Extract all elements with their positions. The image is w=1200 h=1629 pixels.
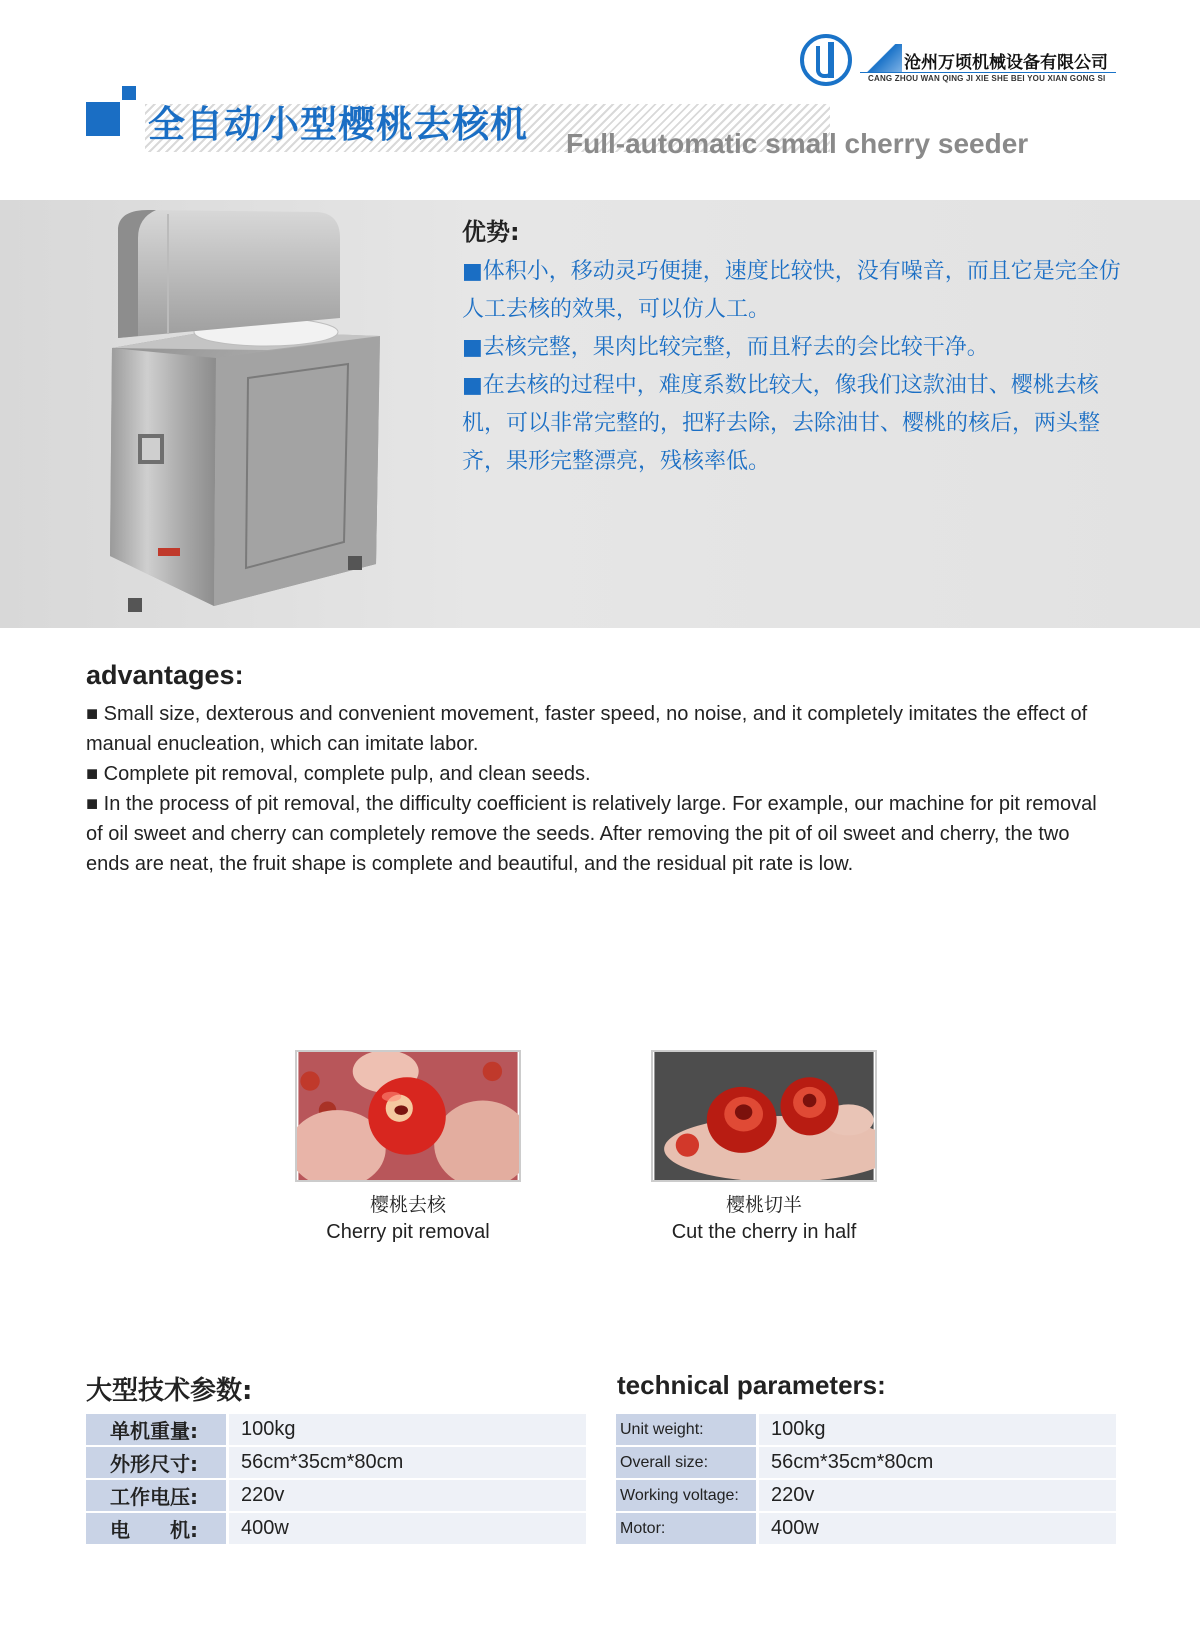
advantage-en-item: ■ In the process of pit removal, the difficulty coefficient is relatively large. For example, our machine for pit removal of oil sweet and cherry can completely remove the seeds. After removing the pit of oil sweet and cherry, the two ends are neat, the fruit shape is complete and beautiful, and the residual pit rate is low. (86, 793, 1097, 875)
param-value: 400w (759, 1513, 1116, 1544)
page-title-en: Full-automatic small cherry seeder (566, 128, 1029, 159)
param-value: 100kg (229, 1414, 586, 1445)
page-title-cn: 全自动小型樱桃去核机 (148, 103, 528, 146)
advantages-cn-heading: 优势: (462, 218, 520, 246)
advantages-en-list (86, 699, 1116, 879)
param-key: 外形尺寸: (86, 1447, 226, 1478)
params-row (86, 1513, 586, 1544)
advantages-en (86, 660, 1116, 879)
params-row (86, 1480, 586, 1511)
params-row (616, 1414, 1116, 1445)
params-en-heading: technical parameters: (617, 1370, 886, 1400)
advantage-cn-item: ■去核完整，果肉比较完整，而且籽去的会比较干净。 (462, 335, 989, 360)
param-key: 电 机: (86, 1513, 226, 1544)
params-row (616, 1480, 1116, 1511)
company-name-en: CANG ZHOU WAN QING JI XIE SHE BEI YOU XIAN GONG SI (868, 74, 1106, 83)
param-value: 100kg (759, 1414, 1116, 1445)
advantage-en-item: ■ Small size, dexterous and convenient movement, faster speed, no noise, and it completely imitates the effect of manual enucleation, which can imitate labor. (86, 703, 1088, 755)
company-logo (800, 34, 1120, 90)
advantage-en-item: ■ Complete pit removal, complete pulp, and clean seeds. (86, 763, 591, 785)
advantages-cn (462, 212, 1122, 481)
param-key: Overall size: (616, 1447, 756, 1478)
advantages-en-heading: advantages: (86, 660, 244, 690)
advantages-cn-list (462, 253, 1122, 481)
cherry-seeder-machine-image (108, 208, 408, 622)
company-logo-icon (800, 34, 852, 86)
photo-caption-en: Cut the cherry in half (671, 1221, 857, 1243)
advantage-cn-item: ■在去核的过程中，难度系数比较大，像我们这款油甘、樱桃去核机，可以非常完整的，把籽去除，去除油甘、樱桃的核后，两头整齐，果形完整漂亮，残核率低。 (462, 373, 1101, 474)
photo-caption-en: Cherry pit removal (326, 1221, 490, 1243)
param-value: 220v (229, 1480, 586, 1511)
title-small-square-decoration (122, 86, 136, 100)
param-key: 工作电压: (86, 1480, 226, 1511)
param-value: 56cm*35cm*80cm (759, 1447, 1116, 1478)
param-key: Working voltage: (616, 1480, 756, 1511)
photo-caption (258, 1190, 558, 1244)
cherry-cut-half-photo (651, 1050, 877, 1182)
photo-caption-cn: 樱桃切半 (725, 1194, 802, 1216)
company-name-cn: 沧州万顷机械设备有限公司 (904, 53, 1108, 73)
param-value: 220v (759, 1480, 1116, 1511)
param-value: 56cm*35cm*80cm (229, 1447, 586, 1478)
advantage-cn-item: ■体积小，移动灵巧便捷，速度比较快，没有噪音，而且它是完全仿人工去核的效果，可以仿人工。 (462, 259, 1121, 322)
params-cn-heading: 大型技术参数: (86, 1376, 253, 1406)
params-cn-table (86, 1414, 586, 1546)
params-row (616, 1447, 1116, 1478)
param-key: Unit weight: (616, 1414, 756, 1445)
param-key: Motor: (616, 1513, 756, 1544)
logo-wing-decoration (862, 44, 902, 72)
params-row (616, 1513, 1116, 1544)
photo-caption-cn: 樱桃去核 (369, 1194, 446, 1216)
params-row (86, 1447, 586, 1478)
params-row (86, 1414, 586, 1445)
param-value: 400w (229, 1513, 586, 1544)
photo-caption (614, 1190, 914, 1244)
param-key: 单机重量: (86, 1414, 226, 1445)
cherry-pit-removal-photo (295, 1050, 521, 1182)
params-en-table (616, 1414, 1116, 1546)
title-square-decoration (86, 102, 120, 136)
